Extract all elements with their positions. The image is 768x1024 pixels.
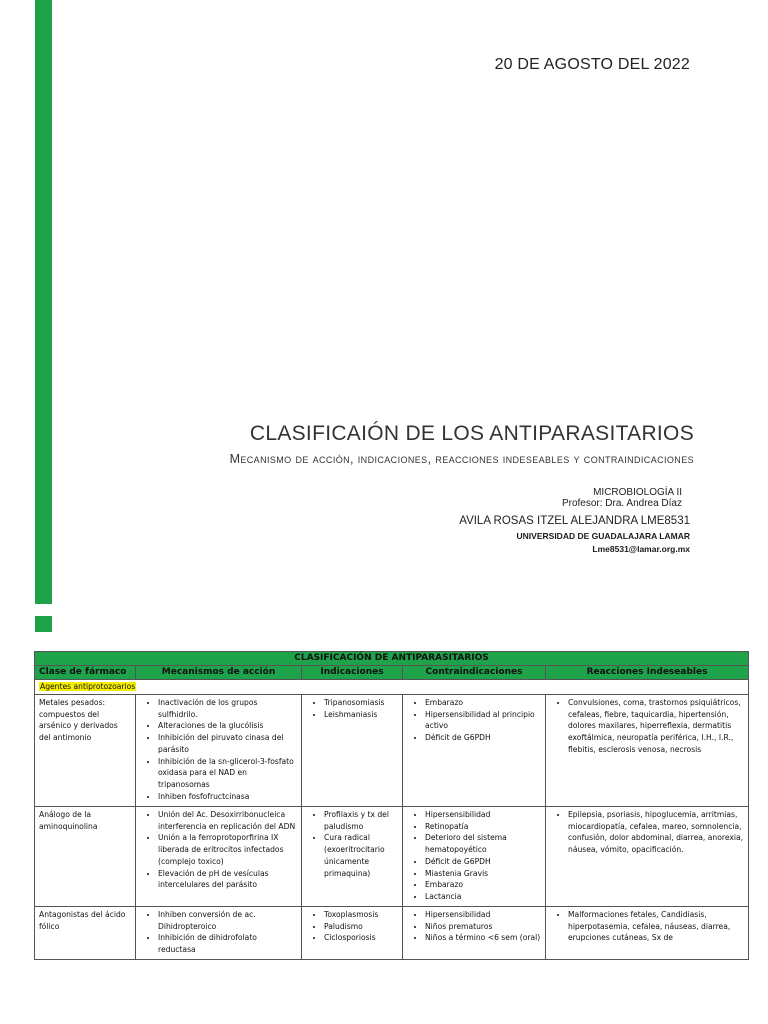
mecanismos-cell [136, 694, 302, 806]
contraindicaciones-list [407, 697, 541, 744]
table-row [35, 806, 749, 906]
indicaciones-cell [302, 806, 403, 906]
list-item: • Embarazo [425, 697, 541, 709]
list-item: • Epilepsia, psoriasis, hipoglucemia, arritmias, miocardiopatía, cefalea, mareo, somnolencia, confusión, dolor abdominal, diarrea, anorexia, náusea, vómito, opacificación. [568, 809, 744, 856]
list-item: • Retinopatía [425, 821, 541, 833]
reacciones-list [550, 809, 744, 856]
contraindicaciones-cell [403, 906, 546, 959]
list-item: • Inhibición del piruvato cinasa del parásito [158, 732, 297, 756]
list-item: • Niños prematuros [425, 921, 541, 933]
list-item: • Déficit de G6PDH [425, 856, 541, 868]
column-header: Clase de fármaco [35, 665, 136, 680]
list-item: • Unión a la ferroprotoporfirina IX liberada de eritrocitos infectados (complejo toxico) [158, 832, 297, 867]
contraindicaciones-cell [403, 694, 546, 806]
list-item: • Hipersensibilidad [425, 909, 541, 921]
list-item: • Embarazo [425, 879, 541, 891]
drug-class-cell: Análogo de la aminoquinolina [35, 806, 136, 906]
contraindicaciones-cell [403, 806, 546, 906]
student-name: AVILA ROSAS ITZEL ALEJANDRA LME8531 [459, 515, 690, 527]
mecanismos-list [140, 809, 297, 891]
list-item: • Ciclosporiosis [324, 932, 398, 944]
list-item: • Inhiben conversión de ac. Dihidropteroico [158, 909, 297, 933]
list-item: • Cura radical (exoeritrocitario únicamente primaquina) [324, 832, 398, 879]
reacciones-list [550, 909, 744, 944]
university-name: UNIVERSIDAD DE GUADALAJARA LAMAR [516, 531, 690, 541]
accent-square [35, 616, 52, 632]
contraindicaciones-list [407, 909, 541, 944]
accent-bar [35, 0, 52, 604]
mecanismos-list [140, 909, 297, 956]
list-item: • Alteraciones de la glucólisis [158, 720, 297, 732]
reacciones-cell [546, 694, 749, 806]
list-item: • Convulsiones, coma, trastornos psiquiátricos, cefaleas, fiebre, taquicardia, hipertensión, dolores maxilares, hiperreflexia, dermatitis exoftálmica, neuropatía periférica, I.H., I.R., flebitis, esclerosis venosa, necrosis [568, 697, 744, 756]
mecanismos-cell [136, 806, 302, 906]
column-header: Indicaciones [302, 665, 403, 680]
column-header: Mecanismos de acción [136, 665, 302, 680]
author-info [290, 487, 690, 554]
list-item: • Niños a término <6 sem (oral) [425, 932, 541, 944]
list-item: • Tripanosomiasis [324, 697, 398, 709]
list-item: • Deterioro del sistema hematopoyético [425, 832, 541, 856]
indicaciones-list [306, 697, 398, 721]
table-row [35, 906, 749, 959]
contraindicaciones-list [407, 809, 541, 903]
list-item: • Unión del Ac. Desoxirribonucleica interferencia en replicación del ADN [158, 809, 297, 833]
indicaciones-cell [302, 906, 403, 959]
course-name: MICROBIOLOGÍA II [593, 487, 682, 498]
mecanismos-cell [136, 906, 302, 959]
mecanismos-list [140, 697, 297, 803]
indicaciones-list [306, 909, 398, 944]
list-item: • Déficit de G6PDH [425, 732, 541, 744]
indicaciones-cell [302, 694, 403, 806]
indicaciones-list [306, 809, 398, 880]
list-item: • Hipersensibilidad al principio activo [425, 709, 541, 733]
list-item: • Inhiben fosfofructcinasa [158, 791, 297, 803]
list-item: • Toxoplasmosis [324, 909, 398, 921]
section-row [35, 680, 749, 695]
classification-table [34, 651, 749, 960]
table-row [35, 694, 749, 806]
list-item: • Profilaxis y tx del paludismo [324, 809, 398, 833]
section-label: Agentes antiprotozoarios [40, 682, 136, 692]
document-subtitle: Mecanismo de acción, indicaciones, reacciones indeseables y contraindicaciones [229, 452, 694, 466]
list-item: • Lactancia [425, 891, 541, 903]
drug-class-cell: Antagonistas del ácido fólico [35, 906, 136, 959]
list-item: • Hipersensibilidad [425, 809, 541, 821]
list-item: • Miastenia Gravis [425, 868, 541, 880]
professor-name: Profesor: Dra. Andrea Díaz [561, 498, 682, 509]
document-date: 20 DE AGOSTO DEL 2022 [494, 56, 690, 73]
list-item: • Elevación de pH de vesículas intercelulares del parásito [158, 868, 297, 892]
list-item: • Inhibición de dihidrofolato reductasa [158, 932, 297, 956]
table-title: CLASIFICACIÓN DE ANTIPARASITARIOS [35, 652, 749, 666]
reacciones-cell [546, 906, 749, 959]
list-item: • Paludismo [324, 921, 398, 933]
list-item: • Leishmaniasis [324, 709, 398, 721]
document-title: CLASIFICAIÓN DE LOS ANTIPARASITARIOS [249, 422, 694, 445]
column-header: Contraindicaciones [403, 665, 546, 680]
email-address: Lme8531@lamar.org.mx [592, 544, 690, 554]
reacciones-list [550, 697, 744, 756]
column-header: Reacciones Indeseables [546, 665, 749, 680]
drug-class-cell: Metales pesados: compuestos del arsénico y derivados del antimonio [35, 694, 136, 806]
list-item: • Inactivación de los grupos sulfhidrilo. [158, 697, 297, 721]
list-item: • Malformaciones fetales, Candidiasis, hiperpotasemia, cefalea, náuseas, diarrea, erupciones cutáneas, Sx de [568, 909, 744, 944]
list-item: • Inhibición de la sn-glicerol-3-fosfato oxidasa para el NAD en tripanosomas [158, 756, 297, 791]
reacciones-cell [546, 806, 749, 906]
title-block [54, 422, 694, 466]
